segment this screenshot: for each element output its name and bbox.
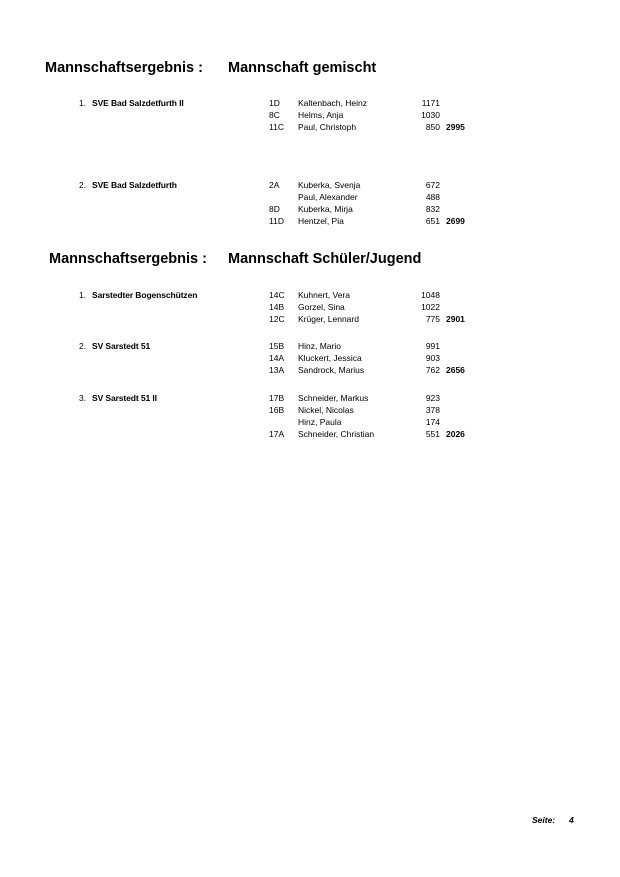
member-name: Helms, Anja [298, 110, 344, 120]
team-name: SVE Bad Salzdetfurth [92, 180, 177, 190]
member-row [0, 180, 620, 192]
member-score: 551 [425, 429, 440, 439]
page-number: 4 [569, 815, 574, 825]
member-code: 8C [269, 110, 280, 120]
member-name: Schneider, Christian [298, 429, 375, 439]
team-total: 2656 [446, 365, 465, 375]
team-name: Sarstedter Bogenschützen [92, 290, 198, 300]
member-code: 14B [269, 302, 285, 312]
member-name: Nickel, Nicolas [298, 405, 354, 415]
page-label: Seite: [532, 815, 556, 825]
member-row [0, 393, 620, 405]
member-name: Sandrock, Marius [298, 365, 365, 375]
member-score: 378 [425, 405, 440, 415]
member-name: Paul, Christoph [298, 122, 357, 132]
member-row [0, 290, 620, 302]
member-row [0, 365, 620, 377]
member-row [0, 353, 620, 365]
member-score: 174 [425, 417, 440, 427]
member-code: 8D [269, 204, 280, 214]
member-score: 991 [425, 341, 440, 351]
team-name: SVE Bad Salzdetfurth II [92, 98, 184, 108]
member-name: Hinz, Mario [298, 341, 341, 351]
member-code: 15B [269, 341, 285, 351]
member-code: 17B [269, 393, 285, 403]
member-name: Paul, Alexander [298, 192, 358, 202]
member-row [0, 98, 620, 110]
section-category: Mannschaft gemischt [228, 60, 377, 76]
team-name: SV Sarstedt 51 [92, 341, 151, 351]
member-score: 762 [425, 365, 440, 375]
team-rank: 2. [79, 180, 87, 190]
member-code: 12C [269, 314, 285, 324]
member-row [0, 192, 620, 204]
member-code: 11D [269, 216, 284, 226]
member-name: Kuberka, Svenja [298, 180, 361, 190]
member-row [0, 417, 620, 429]
member-score: 903 [425, 353, 440, 363]
team-total: 2026 [446, 429, 465, 439]
member-code: 17A [269, 429, 285, 439]
team-total: 2699 [446, 216, 465, 226]
member-name: Kuberka, Mirja [298, 204, 353, 214]
member-row [0, 122, 620, 134]
team-rank: 3. [79, 393, 87, 403]
member-name: Kuhnert, Vera [298, 290, 350, 300]
team-rank: 1. [79, 98, 87, 108]
member-row [0, 405, 620, 417]
member-code: 14C [269, 290, 285, 300]
team-rank: 2. [79, 341, 87, 351]
member-code: 13A [269, 365, 285, 375]
member-row [0, 216, 620, 228]
member-row [0, 314, 620, 326]
member-row [0, 429, 620, 441]
member-name: Hentzel, Pia [298, 216, 344, 226]
member-score: 775 [425, 314, 440, 324]
member-row [0, 204, 620, 216]
member-code: 14A [269, 353, 285, 363]
member-score: 1030 [421, 110, 440, 120]
member-row [0, 110, 620, 122]
member-row [0, 341, 620, 353]
member-name: Kaltenbach, Heinz [298, 98, 367, 108]
section-label: Mannschaftsergebnis : [49, 251, 207, 267]
member-name: Schneider, Markus [298, 393, 369, 403]
member-name: Krüger, Lennard [298, 314, 359, 324]
team-name: SV Sarstedt 51 II [92, 393, 157, 403]
member-score: 1022 [421, 302, 440, 312]
team-rank: 1. [79, 290, 87, 300]
member-code: 11C [269, 122, 284, 132]
member-row [0, 302, 620, 314]
team-total: 2995 [446, 122, 465, 132]
member-score: 923 [425, 393, 440, 403]
member-score: 832 [425, 204, 440, 214]
section-label: Mannschaftsergebnis : [45, 60, 203, 76]
section-category: Mannschaft Schüler/Jugend [228, 251, 422, 267]
member-score: 1171 [421, 98, 440, 108]
member-name: Hinz, Paula [298, 417, 342, 427]
member-name: Gorzel, Sina [298, 302, 345, 312]
member-score: 850 [425, 122, 440, 132]
member-code: 16B [269, 405, 285, 415]
team-total: 2901 [446, 314, 465, 324]
member-name: Kluckert, Jessica [298, 353, 362, 363]
member-score: 651 [425, 216, 440, 226]
member-code: 1D [269, 98, 280, 108]
member-score: 1048 [421, 290, 440, 300]
member-code: 2A [269, 180, 280, 190]
member-score: 488 [425, 192, 440, 202]
member-score: 672 [425, 180, 440, 190]
